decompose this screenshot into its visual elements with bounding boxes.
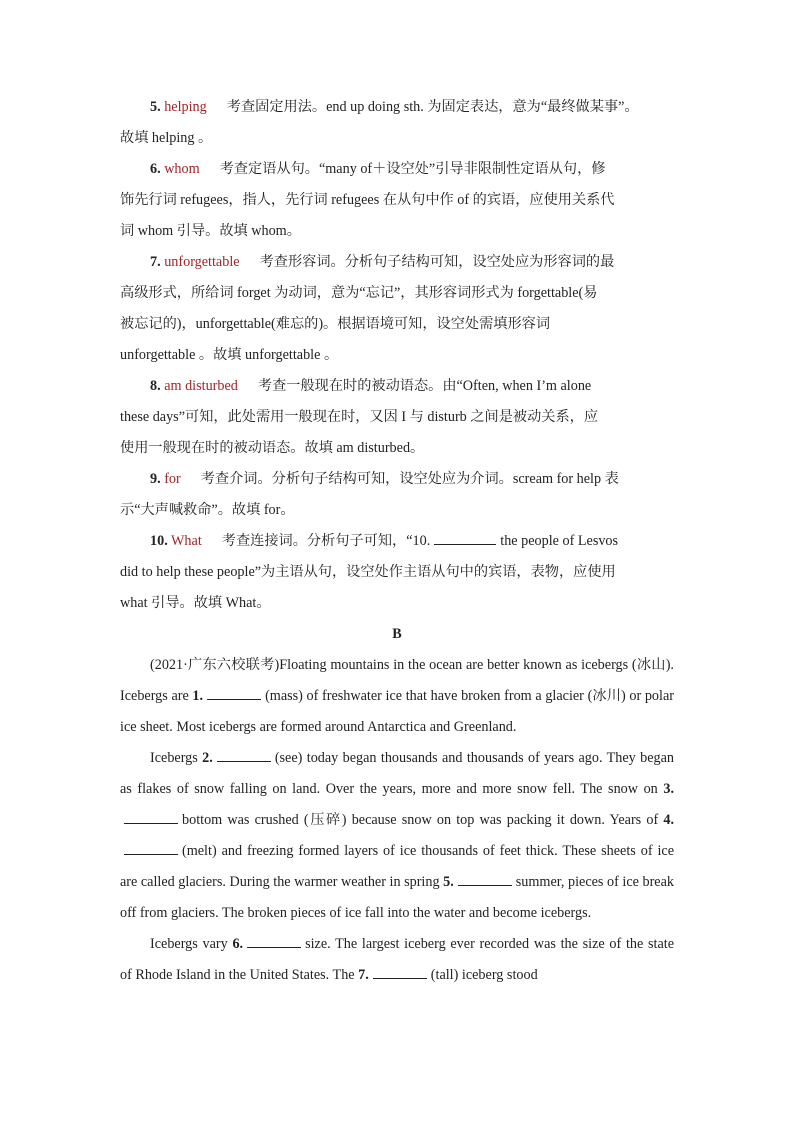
- explanation-line: 考查介词。分析句子结构可知，设空处应为介词。scream for help 表: [200, 471, 619, 487]
- explanation-line: 被忘记的)，unforgettable(难忘的)。根据语境可知，设空处需填形容词: [120, 316, 551, 332]
- answer-word: for: [164, 471, 181, 487]
- explanation-line: 考查一般现在时的被动语态。由“Often, when I’m alone: [257, 378, 592, 394]
- passage-text: (mass) of freshwater ice that have broken from a glacier (冰川) or polar ice sheet. Most icebergs are formed around Antarctica and Greenland.: [120, 688, 674, 735]
- passage-paragraph-1: [120, 650, 674, 743]
- blank-line: [217, 760, 271, 762]
- blank-line: [124, 853, 178, 855]
- section-title: B: [392, 626, 402, 642]
- answer-number: 6.: [150, 161, 161, 177]
- answer-number: 9.: [150, 471, 161, 487]
- answer-item-10: [120, 526, 674, 557]
- answer-item-5: [120, 92, 674, 123]
- answer-word: whom: [164, 161, 200, 177]
- answer-word: unforgettable: [164, 254, 240, 270]
- explanation-line: did to help these people”为主语从句，设空处作主语从句中的宾语，表物，应使用: [120, 564, 616, 580]
- passage-text: (tall) iceberg stood: [430, 967, 538, 983]
- explanation-line: these days”可知，此处需用一般现在时，又因 I 与 disturb 之间是被动关系，应: [120, 409, 599, 425]
- answer-number: 7.: [150, 254, 161, 270]
- answer-word: helping: [164, 99, 207, 115]
- blank-line: [207, 698, 261, 700]
- answer-number: 10.: [150, 533, 168, 549]
- answer-item-9: [120, 464, 674, 495]
- passage-text: bottom was crushed (压碎) because snow on top was packing it down. Years of: [182, 812, 659, 828]
- answer-number: 8.: [150, 378, 161, 394]
- explanation-line: what 引导。故填 What。: [120, 595, 271, 611]
- answer-word: What: [171, 533, 202, 549]
- explanation-line: 示“大声喊救命”。故填 for。: [120, 502, 295, 518]
- passage-text: Icebergs: [150, 750, 198, 766]
- explanation-line: 使用一般现在时的被动语态。故填 am disturbed。: [120, 440, 425, 456]
- explanation-line: 词 whom 引导。故填 whom。: [120, 223, 301, 239]
- passage-paragraph-2: [120, 743, 674, 929]
- blank-line: [373, 977, 427, 979]
- answer-item-7: [120, 247, 674, 278]
- answer-item-6: [120, 154, 674, 185]
- passage-paragraph-3: [120, 929, 674, 991]
- explanation-line: the people of Lesvos: [500, 533, 619, 549]
- passage-text: Icebergs vary: [150, 936, 228, 952]
- answer-item-8: [120, 371, 674, 402]
- blank-line: [434, 543, 496, 545]
- document-page: [120, 92, 674, 991]
- passage-text: (see) today began thousands and thousands of years ago. They began as flakes of snow falling on land. Over the years, more and more snow fell. The snow on: [120, 750, 675, 797]
- passage-text: (melt) and freezing formed layers of ice thousands of feet thick. These sheets of ice are called glaciers. During the warmer weather in spring: [120, 843, 674, 890]
- blank-number: 4.: [663, 812, 674, 828]
- passage-text: size. The largest iceberg ever recorded was the size of the state of Rhode Island in the United States. The: [120, 936, 674, 983]
- explanation-line: 饰先行词 refugees，指人，先行词 refugees 在从句中作 of 的宾语，应使用关系代: [120, 192, 615, 208]
- passage-text: summer, pieces of ice break off from glaciers. The broken pieces of ice fall into the water and become icebergs.: [120, 874, 674, 921]
- passage-source: (2021·广东六校联考): [150, 657, 280, 673]
- blank-number: 5.: [443, 874, 454, 890]
- blank-number: 1.: [192, 688, 204, 704]
- explanation-line: 考查形容词。分析句子结构可知，设空处应为形容词的最: [259, 254, 615, 270]
- blank-number: 3.: [663, 781, 674, 797]
- blank-number: 7.: [358, 967, 369, 983]
- blank-number: 2.: [202, 750, 213, 766]
- answer-number: 5.: [150, 99, 161, 115]
- explanation-line: 故填 helping 。: [120, 130, 213, 146]
- blank-line: [247, 946, 301, 948]
- explanation-line: 考查定语从句。“many of＋设空处”引导非限制性定语从句，修: [219, 161, 606, 177]
- blank-line: [124, 822, 178, 824]
- passage-text: Floating mountains in the ocean are better known as icebergs (冰山). Icebergs are: [120, 657, 674, 704]
- blank-line: [458, 884, 512, 886]
- explanation-line: 高级形式，所给词 forget 为动词，意为“忘记”，其形容词形式为 forgettable(易: [120, 285, 598, 301]
- blank-number: 6.: [232, 936, 244, 952]
- explanation-line: 考查连接词。分析句子可知，“10.: [221, 533, 431, 549]
- explanation-line: 考查固定用法。end up doing sth. 为固定表达，意为“最终做某事”。: [226, 99, 639, 115]
- explanation-line: unforgettable 。故填 unforgettable 。: [120, 347, 339, 363]
- answer-word: am disturbed: [164, 378, 238, 394]
